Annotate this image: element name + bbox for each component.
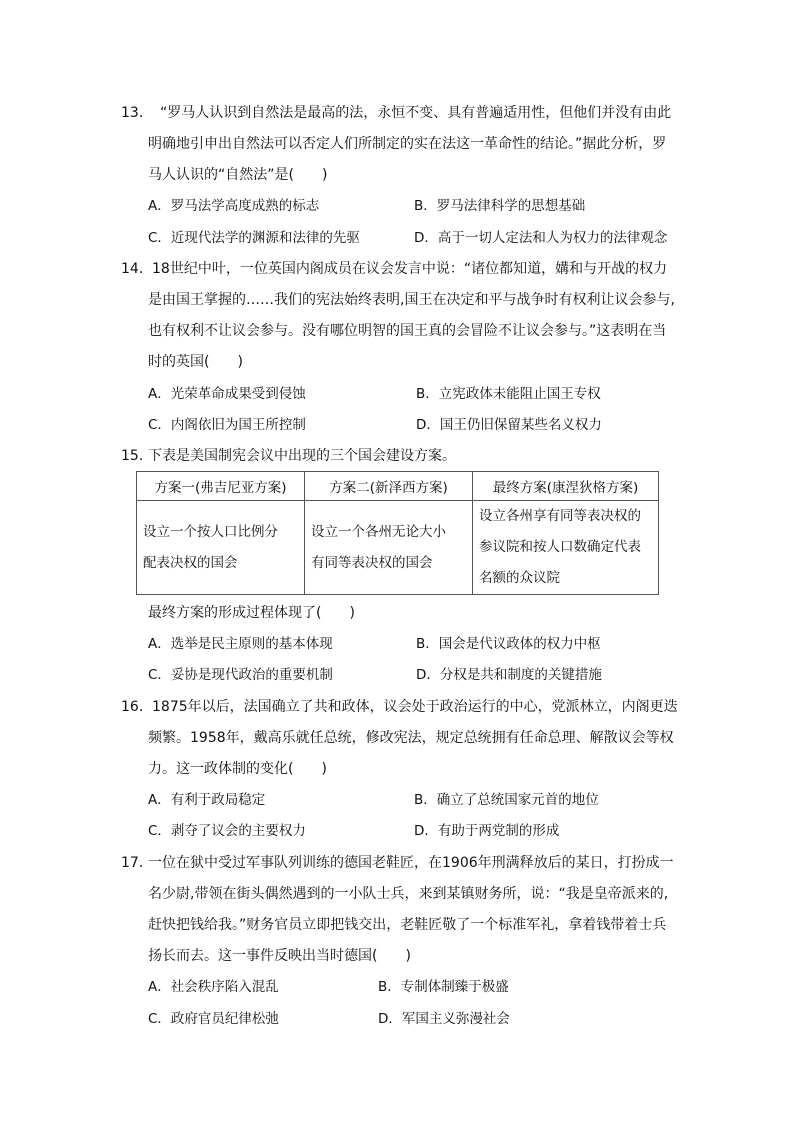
question-stem-line: “罗马人认识到自然法是最高的法，永恒不变、具有普遍适用性，但他们并没有由此 <box>160 105 672 121</box>
question-stem-line: 18世纪中叶，一位英国内阁成员在议会发言中说：“诸位都知道，媾和与开战的权力 <box>152 261 668 277</box>
table-cell-line: 配表决权的国会 <box>143 554 238 571</box>
option-c: C．妥协是现代政治的重要机制 <box>148 667 333 683</box>
question-stem-line: 马人认识的“自然法”是( ) <box>148 167 328 183</box>
question-stem-line: 是由国王掌握的……我们的宪法始终表明,国王在决定和平与战争时有权利让议会参与, <box>148 292 675 308</box>
option-b: B．确立了总统国家元首的地位 <box>414 792 599 808</box>
table-cell-line: 参议院和按人口数确定代表 <box>479 539 641 555</box>
option-a: A．有利于政局稳定 <box>148 792 266 808</box>
table-cell <box>137 501 305 595</box>
option-d: D．有助于两党制的形成 <box>414 823 560 839</box>
question-stem-line: 也有权利不让议会参与。没有哪位明智的国王真的会冒险不让议会参与。”这表明在当 <box>148 323 667 339</box>
option-b: B．专制体制臻于极盛 <box>378 979 509 995</box>
option-b: B．立宪政体未能阻止国王专权 <box>416 386 601 402</box>
question-stem-line: 频繁。1958年，戴高乐就任总统，修改宪法，规定总统拥有任命总理、解散议会等权 <box>148 730 674 746</box>
question-stem-line: 明确地引申出自然法可以否定人们所制定的实在法这一革命性的结论。”据此分析，罗 <box>148 136 667 152</box>
option-c: C．近现代法学的渊源和法律的先驱 <box>148 230 360 246</box>
option-d: D．分权是共和制度的关键措施 <box>416 667 602 683</box>
table-header-cell: 方案一(弗吉尼亚方案) <box>137 472 305 501</box>
question-stem-line: 赶快把钱给我。”财务官员立即把钱交出，老鞋匠敬了一个标准军礼，拿着钱带着士兵 <box>148 917 667 933</box>
question-number: 13． <box>121 105 153 121</box>
table-row <box>137 501 659 595</box>
question-stem-line: 时的英国( ) <box>148 354 243 370</box>
question-stem-line: 下表是美国制宪会议中出现的三个国会建设方案。 <box>148 448 456 464</box>
question-stem-line: 一位在狱中受过军事队列训练的德国老鞋匠，在1906年刑满释放后的某日，打扮成一 <box>148 855 674 871</box>
option-d: D．高于一切人定法和人为权力的法律观念 <box>414 230 668 246</box>
table-header-cell: 方案二(新泽西方案) <box>305 472 473 501</box>
option-b: B．国会是代议政体的权力中枢 <box>416 636 601 652</box>
option-c: C．政府官员纪律松弛 <box>148 1011 279 1027</box>
table-cell-line: 名额的众议院 <box>479 570 560 586</box>
table-cell <box>473 501 659 595</box>
option-d: D．国王仍旧保留某些名义权力 <box>416 417 602 433</box>
option-a: A．光荣革命成果受到侵蚀 <box>148 386 306 402</box>
table-cell-line: 设立一个按人口比例分 <box>143 523 278 540</box>
option-a: A．罗马法学高度成熟的标志 <box>148 198 320 214</box>
table-header-cell: 最终方案(康涅狄格方案) <box>473 472 659 501</box>
question-number: 16． <box>121 699 153 715</box>
question-number: 14． <box>121 261 153 277</box>
option-d: D．军国主义弥漫社会 <box>378 1011 510 1027</box>
table-header-row <box>137 472 659 501</box>
table-cell-line: 有同等表决权的国会 <box>311 554 433 571</box>
question-stem-line: 名少尉,带领在街头偶然遇到的一小队士兵，来到某镇财务所，说：“我是皇帝派来的, <box>148 886 669 902</box>
plan-table <box>136 471 659 595</box>
question-number: 15． <box>121 448 153 464</box>
question-stem-line: 最终方案的形成过程体现了( ) <box>148 605 355 621</box>
question-stem-line: 力。这一政体制的变化( ) <box>148 761 327 777</box>
option-b: B．罗马法律科学的思想基础 <box>414 198 586 214</box>
option-c: C．内阁依旧为国王所控制 <box>148 417 306 433</box>
question-stem-line: 扬长而去。这一事件反映出当时德国( ) <box>148 948 411 964</box>
option-a: A．选举是民主原则的基本体现 <box>148 636 333 652</box>
table-cell-line: 设立各州享有同等表决权的 <box>479 508 641 524</box>
table-cell-line: 设立一个各州无论大小 <box>311 523 446 540</box>
option-c: C．剥夺了议会的主要权力 <box>148 823 306 839</box>
option-a: A．社会秩序陷入混乱 <box>148 979 279 995</box>
question-number: 17． <box>121 855 153 871</box>
question-stem-line: 1875年以后，法国确立了共和政体，议会处于政治运行的中心，党派林立，内阁更迭 <box>152 699 678 715</box>
table-cell <box>305 501 473 595</box>
